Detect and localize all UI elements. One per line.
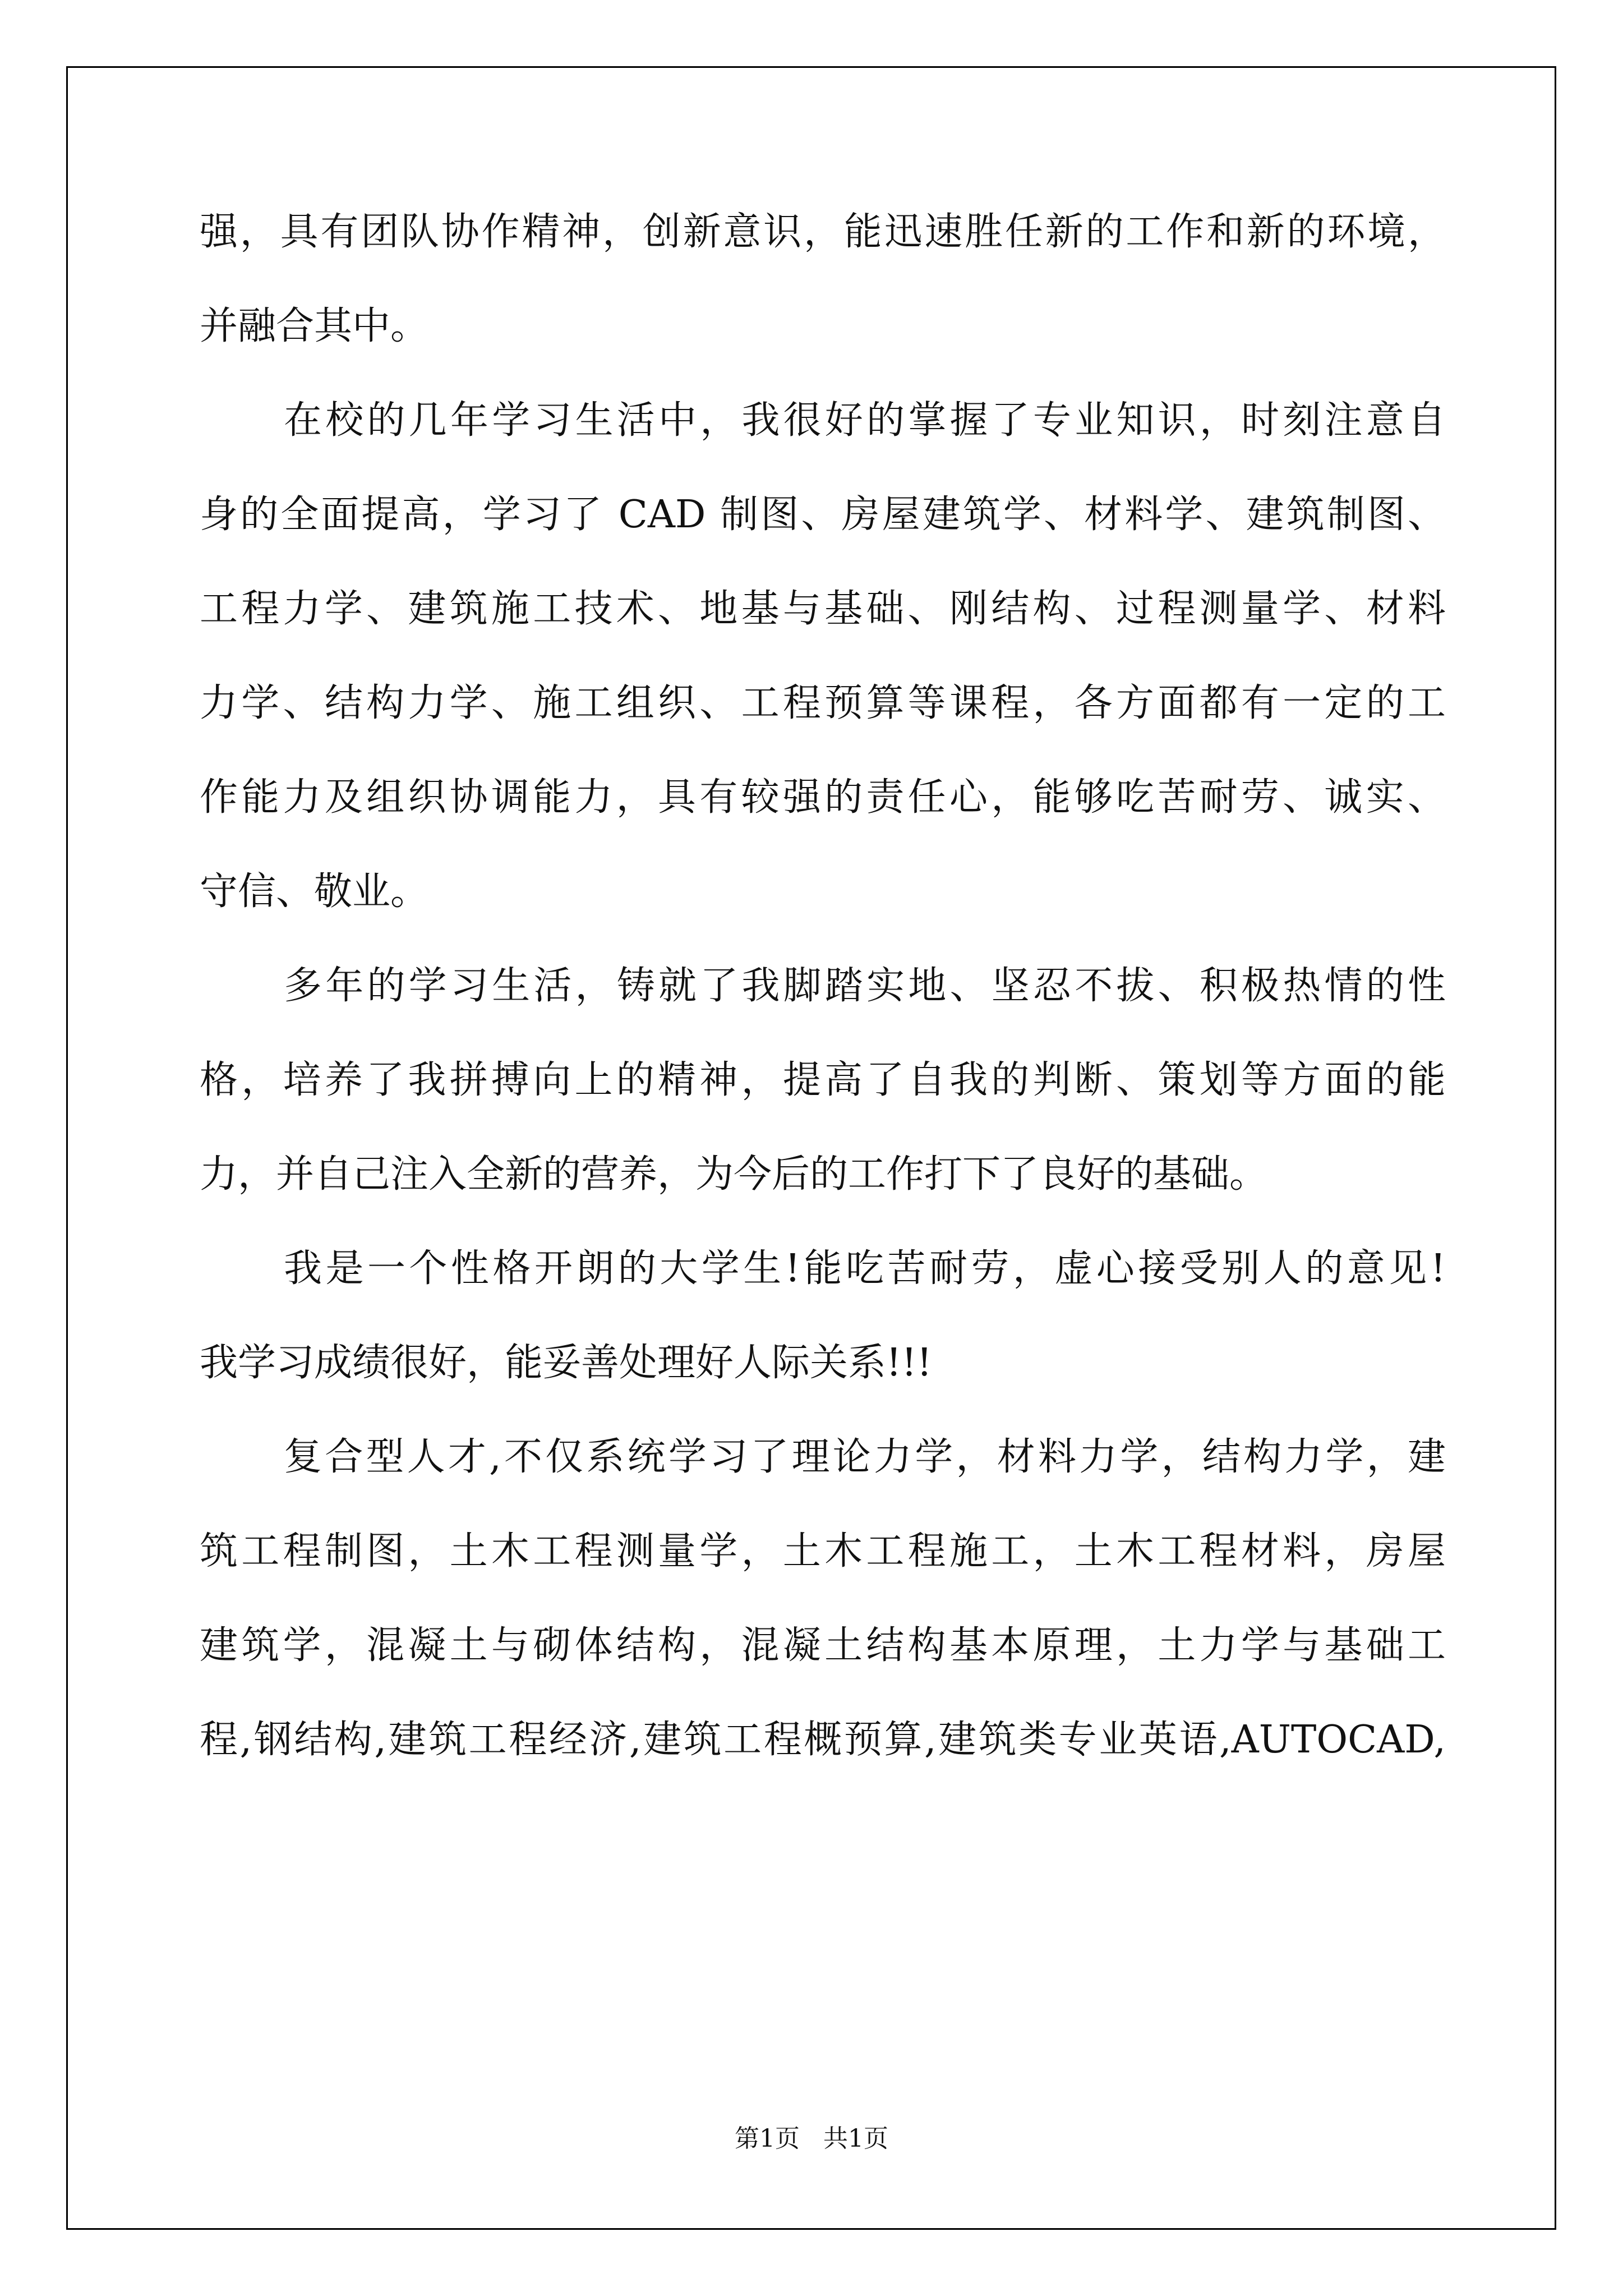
paragraph-5-line-3: 建筑学，混凝土与砌体结构，混凝土结构基本原理，土力学与基础工 (200, 1623, 1446, 1668)
paragraph-5-line-4: 程,钢结构,建筑工程经济,建筑工程概预算,建筑类专业英语,AUTOCAD, (200, 1718, 1446, 1762)
paragraph-2-line-6: 守信、敬业。 (200, 869, 429, 914)
paragraph-2-line-1: 在校的几年学习生活中，我很好的掌握了专业知识，时刻注意自 (284, 398, 1446, 443)
paragraph-1-line-1: 强，具有团队协作精神，创新意识，能迅速胜任新的工作和新的环境， (200, 210, 1446, 254)
document-body (200, 209, 1446, 1811)
paragraph-1-line-2: 并融合其中。 (200, 304, 429, 348)
page-footer: 第1页 共1页 (735, 2124, 888, 2153)
paragraph-5-line-1: 复合型人才,不仅系统学习了理论力学，材料力学，结构力学，建 (284, 1435, 1446, 1479)
paragraph-3-line-3: 力，并自己注入全新的营养，为今后的工作打下了良好的基础。 (200, 1152, 1268, 1197)
paragraph-3-line-2: 格，培养了我拼搏向上的精神，提高了自我的判断、策划等方面的能 (200, 1058, 1446, 1102)
paragraph-4-line-1: 我是一个性格开朗的大学生!能吃苦耐劳，虚心接受别人的意见! (284, 1246, 1446, 1291)
paragraph-2-line-4: 力学、结构力学、施工组织、工程预算等课程，各方面都有一定的工 (200, 681, 1446, 725)
paragraph-2-line-5: 作能力及组织协调能力，具有较强的责任心，能够吃苦耐劳、诚实、 (200, 775, 1446, 820)
paragraph-2-line-2: 身的全面提高，学习了 CAD 制图、房屋建筑学、材料学、建筑制图、 (200, 493, 1446, 537)
paragraph-4-line-2: 我学习成绩很好，能妥善处理好人际关系!!! (200, 1341, 932, 1385)
paragraph-5-line-2: 筑工程制图，土木工程测量学，土木工程施工，土木工程材料，房屋 (200, 1529, 1446, 1573)
paragraph-3-line-1: 多年的学习生活，铸就了我脚踏实地、坚忍不拔、积极热情的性 (284, 964, 1446, 1008)
paragraph-2-line-3: 工程力学、建筑施工技术、地基与基础、刚结构、过程测量学、材料 (200, 587, 1446, 631)
